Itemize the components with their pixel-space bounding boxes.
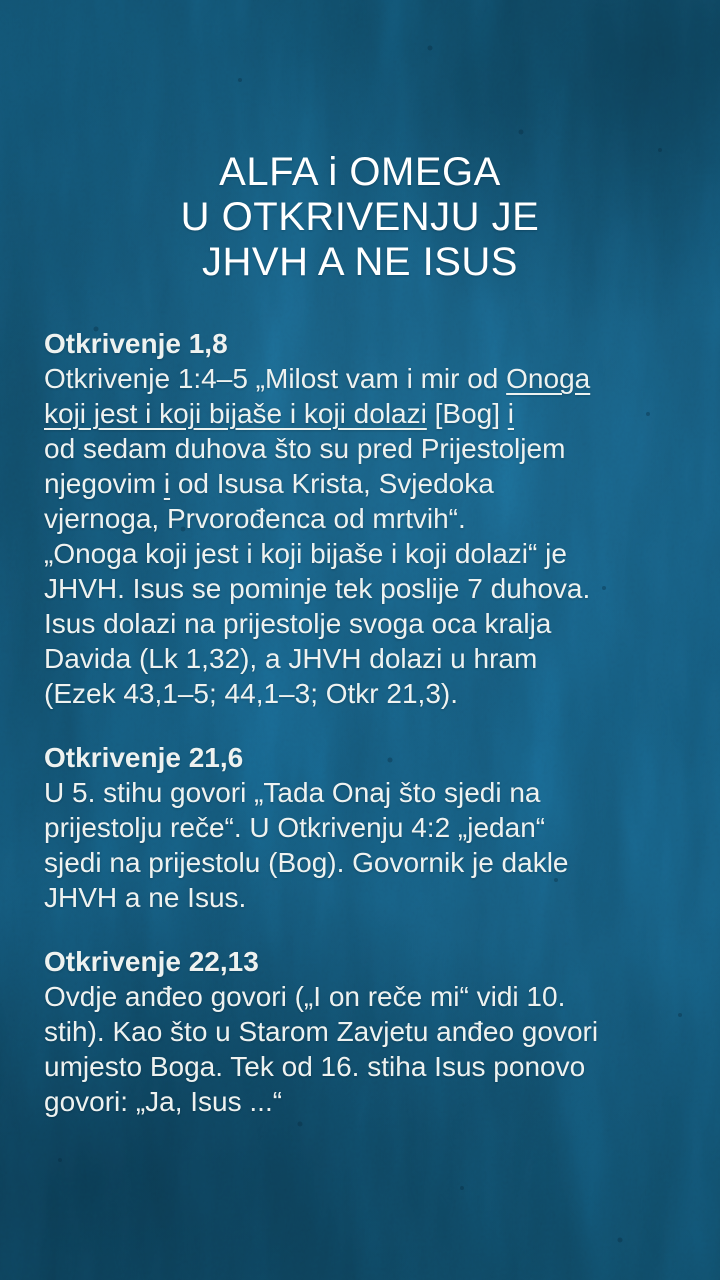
section-heading: Otkrivenje 1,8 — [44, 328, 228, 359]
underlined-text: Onoga — [506, 363, 591, 394]
section-otkrivenje-22-13 — [44, 944, 684, 1119]
text-line — [44, 810, 684, 845]
text-line — [44, 431, 684, 466]
text-line — [44, 501, 684, 536]
text-line — [44, 676, 684, 711]
underlined-text: i — [163, 468, 171, 499]
text-segment: vjernoga, Prvorođenca od mrtvih“. — [44, 503, 466, 534]
text-segment: njegovim — [44, 468, 164, 499]
slide-title — [0, 150, 720, 285]
text-segment: sjedi na prijestolu (Bog). Govornik je dakle — [44, 847, 569, 878]
text-segment: od sedam duhova što su pred Prijestoljem — [44, 433, 566, 464]
text-segment: stih). Kao što u Starom Zavjetu anđeo govori — [44, 1016, 599, 1047]
section-otkrivenje-21-6 — [44, 740, 684, 915]
underlined-text: i — [507, 398, 514, 429]
text-segment: „Onoga koji jest i koji bijaše i koji dolazi“ je — [44, 538, 567, 569]
text-segment: od Isusa Krista, Svjedoka — [170, 468, 494, 499]
text-line — [44, 571, 684, 606]
text-line — [44, 1049, 684, 1084]
text-segment: Davida (Lk 1,32), a JHVH dolazi u hram — [44, 643, 538, 674]
text-segment: prijestolju reče“. U Otkrivenju 4:2 „jedan“ — [44, 812, 546, 843]
body-text — [44, 326, 684, 1148]
text-line — [44, 880, 684, 915]
text-segment: Ovdje anđeo govori („I on reče mi“ vidi 10. — [44, 981, 566, 1012]
title-line: JHVH A NE ISUS — [202, 240, 518, 284]
section-heading: Otkrivenje 22,13 — [44, 946, 259, 977]
text-line — [44, 641, 684, 676]
text-segment: umjesto Boga. Tek od 16. stiha Isus ponovo — [44, 1051, 586, 1082]
text-segment: JHVH a ne Isus. — [44, 882, 247, 913]
text-segment: (Ezek 43,1–5; 44,1–3; Otkr 21,3). — [44, 678, 459, 709]
title-line: U OTKRIVENJU JE — [180, 195, 540, 239]
text-line — [44, 466, 684, 501]
text-segment: Otkrivenje 1:4–5 „Milost vam i mir od — [44, 363, 507, 394]
text-segment: Isus dolazi na prijestolje svoga oca kralja — [44, 608, 552, 639]
text-line — [44, 845, 684, 880]
section-heading: Otkrivenje 21,6 — [44, 742, 244, 773]
text-line — [44, 396, 684, 431]
text-line — [44, 606, 684, 641]
section-otkrivenje-1-8 — [44, 326, 684, 711]
text-segment: U 5. stihu govori „Tada Onaj što sjedi na — [44, 777, 541, 808]
text-line — [44, 361, 684, 396]
text-line — [44, 979, 684, 1014]
text-line — [44, 1014, 684, 1049]
text-line — [44, 775, 684, 810]
text-line — [44, 1084, 684, 1119]
title-line: ALFA i OMEGA — [219, 150, 501, 194]
text-line — [44, 536, 684, 571]
text-segment: JHVH. Isus se pominje tek poslije 7 duhova. — [44, 573, 591, 604]
text-segment: govori: „Ja, Isus ...“ — [44, 1086, 283, 1117]
text-segment: [Bog] — [426, 398, 508, 429]
underlined-text: koji jest i koji bijaše i koji dolazi — [44, 398, 427, 429]
